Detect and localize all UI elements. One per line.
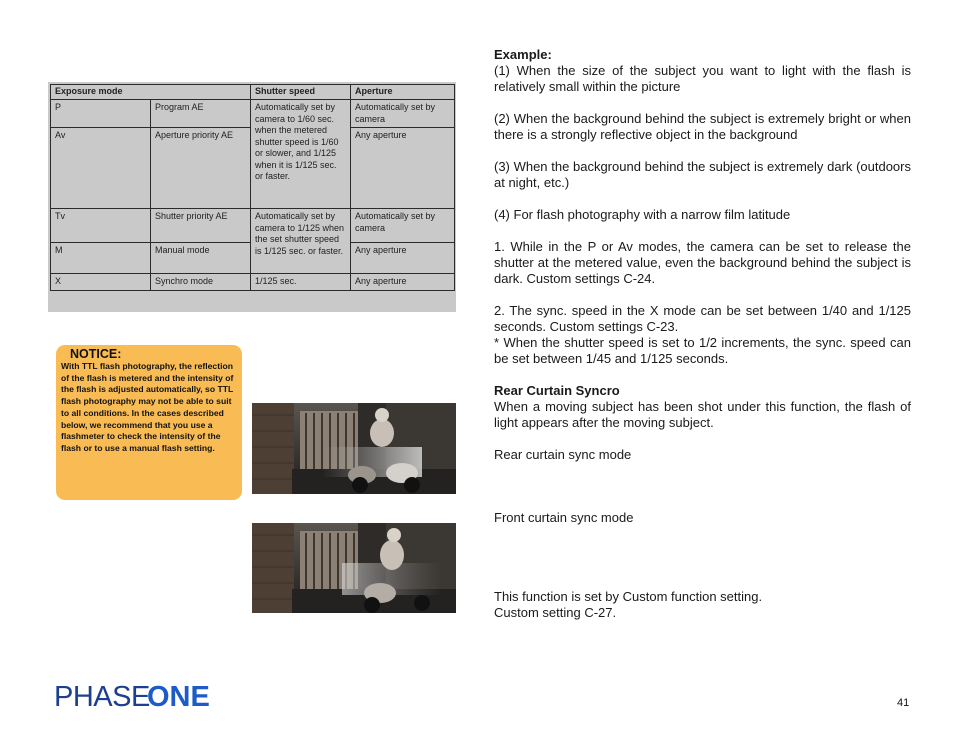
row-mode-name: Shutter priority AE	[151, 209, 251, 243]
note-1: 1. While in the P or Av modes, the camera can be set to release the shutter at the metered value, even the background behind the subject is dark. Custom settings C-24.	[494, 239, 911, 286]
row-mode: P	[51, 100, 151, 128]
shutter-cell: Automatically set by camera to 1/60 sec. when the metered shutter speed is 1/60 or slower, and 1/125 when it is 1/125 sec. or faster.	[251, 100, 351, 209]
right-column-text	[494, 47, 911, 621]
aperture-cell: Automatically set by camera	[351, 209, 455, 243]
example-item-3: (3) When the background behind the subject is extremely dark (outdoors at night, etc.)	[494, 159, 911, 190]
logo-text-phase: PHASE	[54, 681, 150, 712]
front-curtain-label: Front curtain sync mode	[494, 510, 634, 525]
shutter-cell: 1/125 sec.	[251, 274, 351, 291]
aperture-cell: Any aperture	[351, 274, 455, 291]
logo-text-one: ONE	[147, 681, 210, 712]
table-header-row	[51, 85, 455, 100]
note-2: 2. The sync. speed in the X mode can be set between 1/40 and 1/125 seconds. Custom settings C-23.	[494, 303, 911, 334]
rear-curtain-sync-photo	[252, 403, 456, 494]
row-mode: X	[51, 274, 151, 291]
front-curtain-sync-photo	[252, 523, 456, 613]
example-item-1: (1) When the size of the subject you want to light with the flash is relatively small within the picture	[494, 63, 911, 94]
example-heading: Example:	[494, 47, 552, 62]
row-mode-name: Program AE	[151, 100, 251, 128]
rear-curtain-label: Rear curtain sync mode	[494, 447, 632, 462]
exposure-mode-table	[50, 84, 455, 291]
table-row	[51, 274, 455, 291]
custom-setting-line-2: Custom setting C-27.	[494, 605, 617, 620]
row-mode-name: Synchro mode	[151, 274, 251, 291]
notice-body: With TTL flash photography, the reflection of the flash is metered and the intensity of the flash is adjusted automatically, so TTL flash photography may not be able to suit to all conditions. In the cases described below, we recommend that you use a flashmeter to check the intensity of the flash or to use a manual flash setting.	[61, 361, 234, 453]
phase-one-logo	[54, 680, 234, 712]
row-mode-name: Manual mode	[151, 243, 251, 274]
custom-setting-line-1: This function is set by Custom function setting.	[494, 589, 763, 604]
table-row	[51, 209, 455, 243]
table-row	[51, 100, 455, 128]
aperture-cell: Any aperture	[351, 128, 455, 209]
note-2-asterisk: * When the shutter speed is set to 1/2 increments, the sync. speed can be set between 1/45 and 1/125 seconds.	[494, 335, 911, 366]
example-item-2: (2) When the background behind the subject is extremely bright or when there is a strongly reflective object in the background	[494, 111, 911, 142]
page-number: 41	[897, 697, 910, 709]
header-shutter-speed: Shutter speed	[251, 85, 351, 100]
row-mode: Av	[51, 128, 151, 209]
rear-curtain-description: When a moving subject has been shot under this function, the flash of light appears after the moving subject.	[494, 399, 911, 430]
row-mode-name: Aperture priority AE	[151, 128, 251, 209]
aperture-cell: Automatically set by camera	[351, 100, 455, 128]
shutter-cell: Automatically set by camera to 1/125 when the set shutter speed is 1/125 sec. or faster.	[251, 209, 351, 274]
row-mode: Tv	[51, 209, 151, 243]
row-mode: M	[51, 243, 151, 274]
header-aperture: Aperture	[351, 85, 455, 100]
notice-box	[56, 345, 242, 500]
notice-title: NOTICE:	[70, 347, 122, 361]
rear-curtain-heading: Rear Curtain Syncro	[494, 383, 620, 398]
example-item-4: (4) For flash photography with a narrow film latitude	[494, 207, 791, 222]
header-exposure-mode: Exposure mode	[51, 85, 251, 100]
aperture-cell: Any aperture	[351, 243, 455, 274]
exposure-table-panel	[48, 82, 456, 312]
